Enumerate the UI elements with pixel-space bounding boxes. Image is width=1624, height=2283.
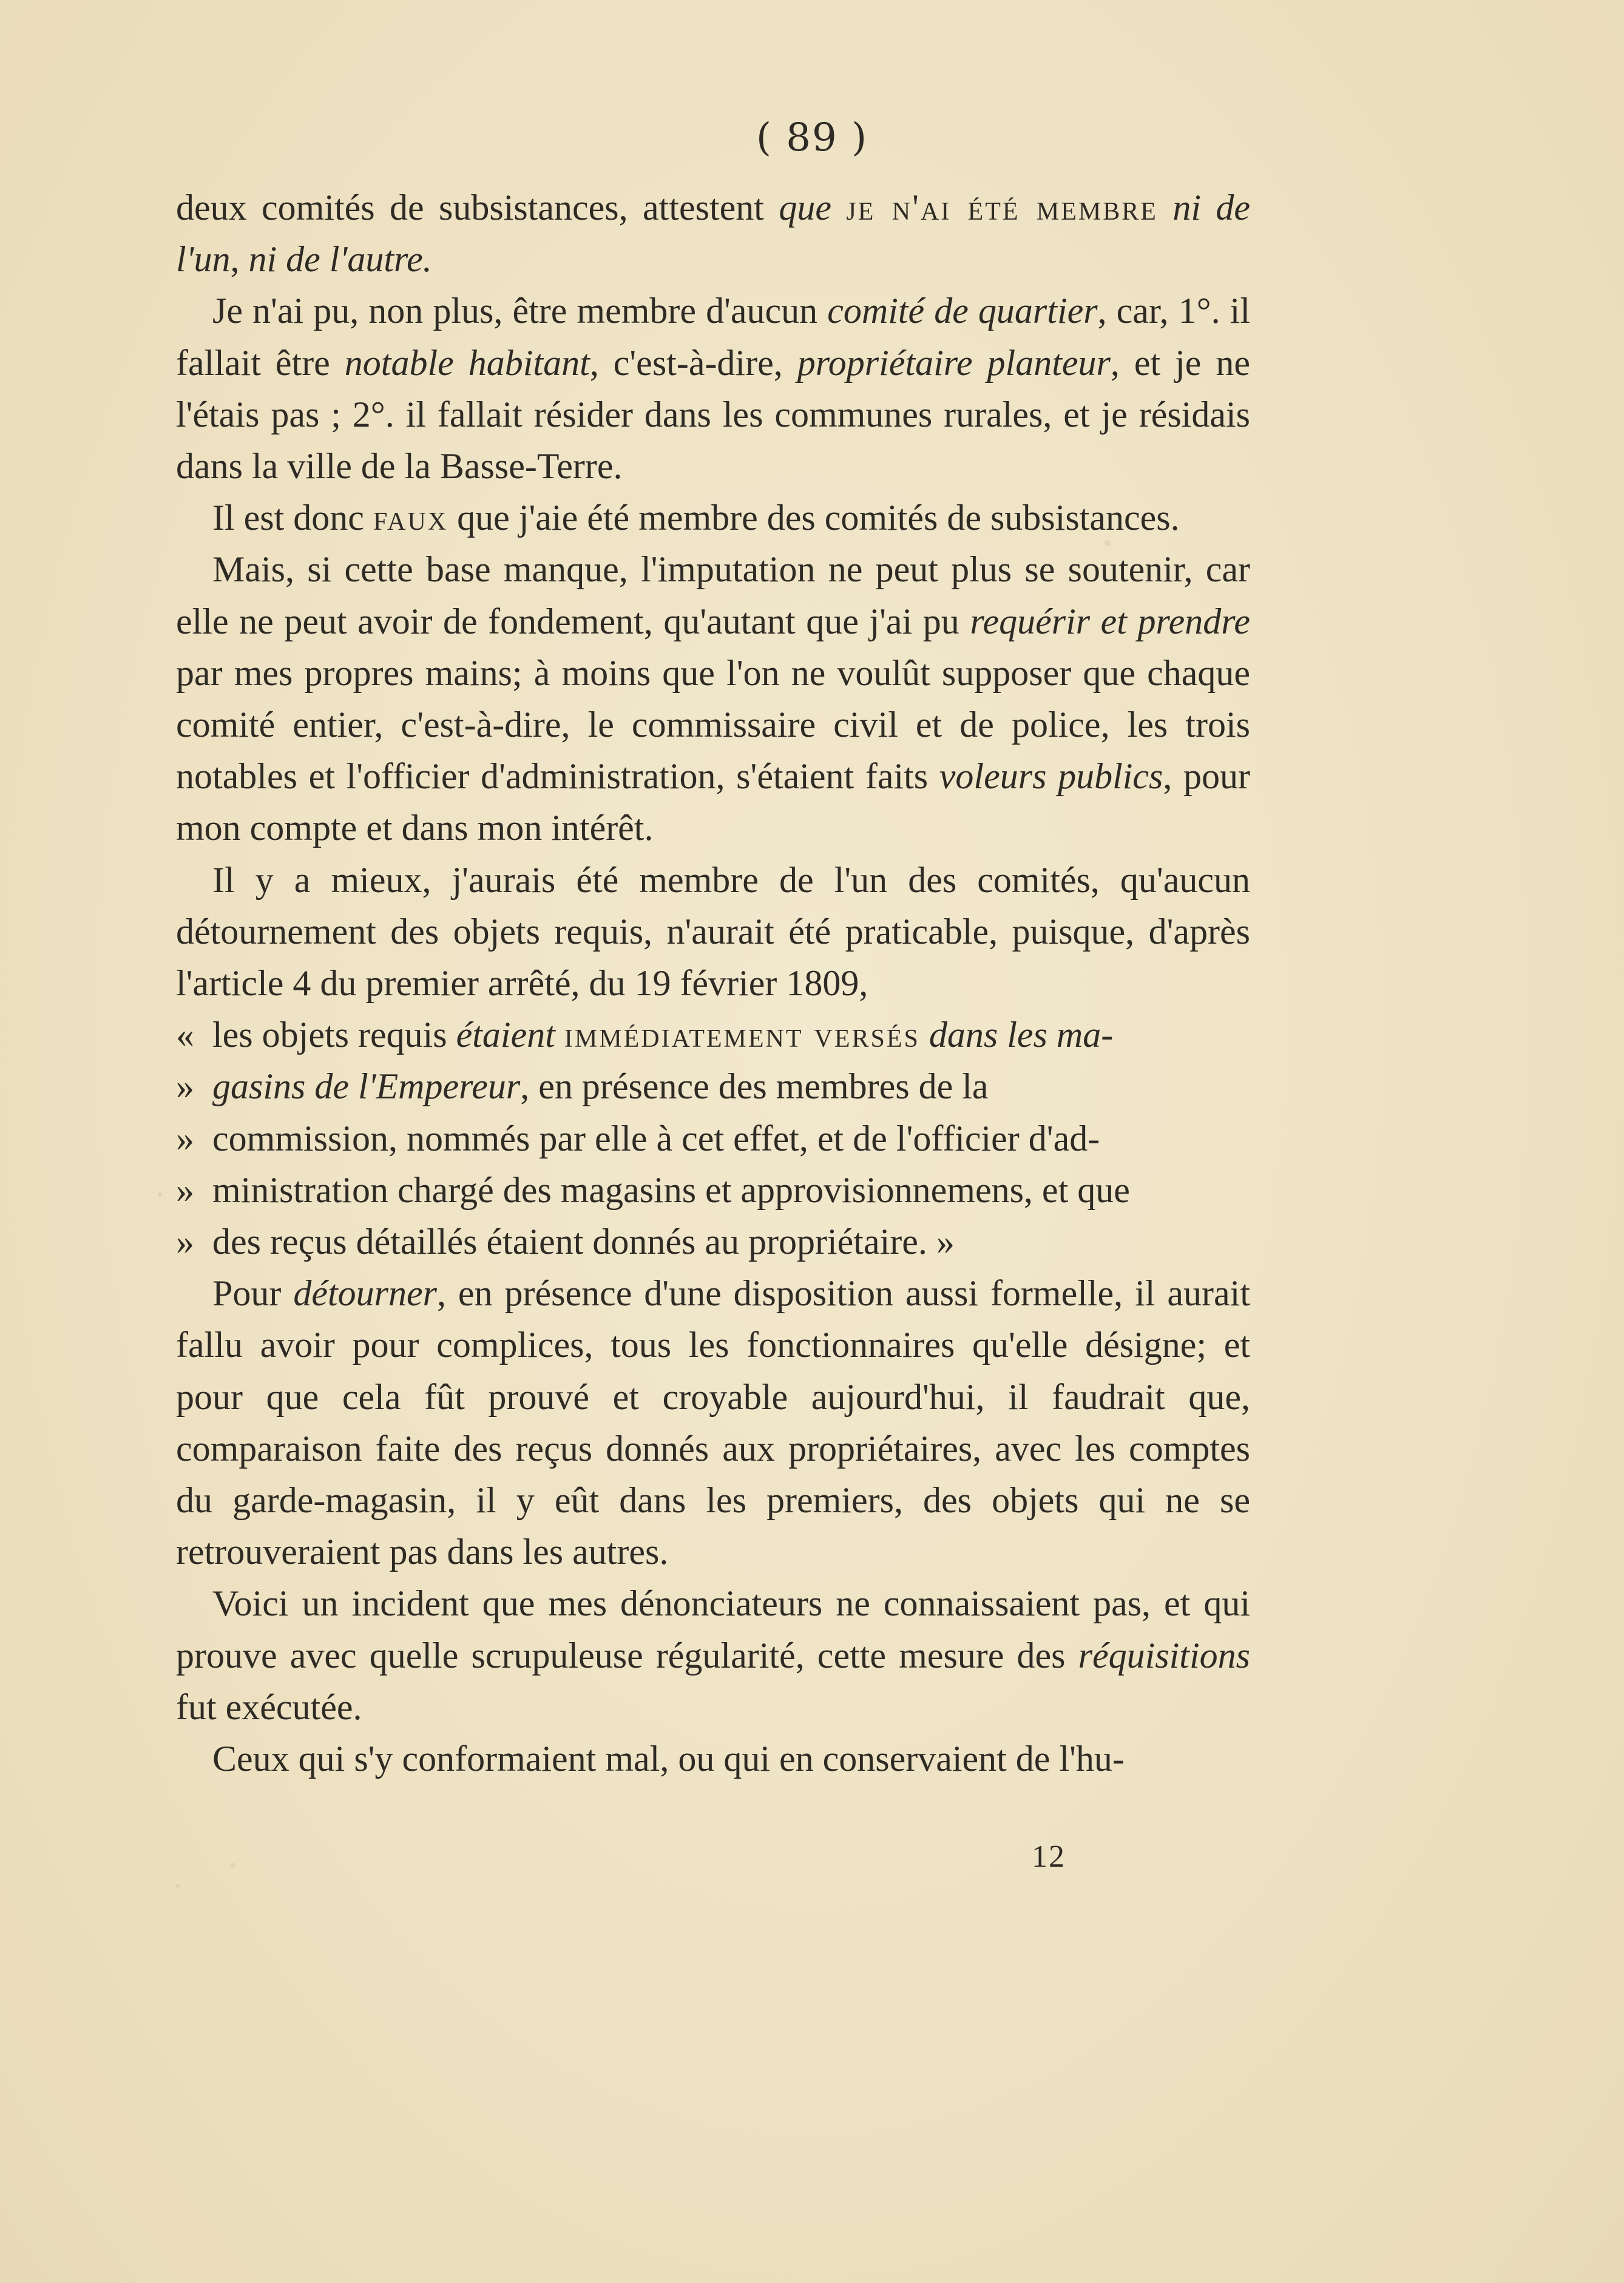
paper-stain	[176, 1884, 180, 1888]
quote-mark: »	[176, 1118, 194, 1158]
italic-text: requérir et prendre	[970, 601, 1251, 641]
paragraph	[176, 285, 1250, 492]
text-run: ministration chargé des magasins et approvisionnemens, et que	[212, 1169, 1130, 1210]
quote-line	[176, 1061, 1250, 1112]
text-run	[555, 1015, 564, 1055]
text-run	[920, 1015, 929, 1055]
block-quote	[176, 1009, 1250, 1268]
text-run: , en présence d'une disposition aussi formelle, il aurait fallu avoir pour complices, tous les fonctionnaires qu'elle désigne; et pour que cela fût prouvé et croyable aujourd'hui, il faudrait que, comparaison faite des reçus donnés aux propriétaires, avec les comptes du garde-magasin, il y eût dans les premiers, des objets qui ne se retrouveraient pas dans les autres.	[176, 1273, 1250, 1572]
paragraph	[176, 1268, 1250, 1578]
italic-text: réquisitions	[1078, 1635, 1250, 1676]
italic-text: notable habitant	[344, 342, 590, 383]
paragraph	[176, 182, 1250, 285]
italic-text: ni de l'autre.	[248, 239, 432, 280]
text-run: fut exécutée.	[176, 1686, 362, 1727]
text-run: Ceux qui s'y conformaient mal, ou qui en conservaient de l'hu-	[212, 1739, 1125, 1779]
text-run: deux comités de subsistances, attestent	[176, 188, 779, 228]
text-run: , et je ne l'étais pas ; 2°. il fallait résider dans les communes rurales, et je résidais dans la ville de la Basse-Terre.	[176, 342, 1251, 487]
paper-stain	[158, 1192, 162, 1197]
text-run: par mes propres mains; à moins que l'on ne voulût supposer que chaque comité entier, c'est-à-dire, le commissaire civil et de police, les trois notables et l'officier d'administration, s'étaient faits	[176, 652, 1250, 797]
quote-mark: »	[176, 1066, 194, 1107]
quote-line	[176, 1165, 1250, 1216]
quote-line	[176, 1216, 1250, 1268]
text-run: , car, 1°. il fallait être	[176, 291, 1250, 383]
small-caps-text: faux	[373, 498, 448, 538]
body-text	[176, 182, 1250, 1785]
text-run: Voici un incident que mes dénonciateurs ne connaissaient pas, et qui prouve avec quelle scrupuleuse régularité, cette mesure des	[176, 1583, 1250, 1676]
italic-text: ni de l'un	[176, 188, 1251, 280]
text-run	[831, 188, 846, 228]
paragraph	[176, 1733, 1250, 1785]
text-run: que j'aie été membre des comités de subsistances.	[448, 498, 1180, 538]
text-run: Pour	[212, 1273, 294, 1314]
italic-text: étaient	[456, 1015, 555, 1055]
paragraph	[176, 854, 1250, 1010]
italic-text: gasins de l'Empereur	[212, 1066, 521, 1107]
italic-text: que	[779, 188, 831, 228]
paragraph	[176, 544, 1250, 854]
text-run: , c'est-à-dire,	[589, 342, 797, 383]
quote-mark: »	[176, 1169, 194, 1210]
text-run: , en présence des membres de la	[520, 1066, 989, 1107]
italic-text: dans les ma-	[929, 1015, 1114, 1055]
small-caps-text: immédiatement versés	[564, 1015, 920, 1055]
italic-text: détourner	[293, 1273, 437, 1314]
quote-mark: «	[176, 1015, 194, 1055]
quote-line	[176, 1009, 1250, 1061]
text-run: , pour mon compte et dans mon intérêt.	[176, 756, 1251, 848]
text-run: Mais, si cette base manque, l'imputation ne peut plus se soutenir, car elle ne peut avoir de fondement, qu'autant que j'ai pu	[176, 549, 1250, 641]
page-number: ( 89 )	[756, 115, 868, 160]
italic-text: voleurs publics	[939, 756, 1163, 797]
text-run: les objets requis	[212, 1015, 456, 1055]
signature-mark: 12	[1032, 1839, 1066, 1874]
text-run: Il est donc	[212, 498, 373, 538]
quote-line	[176, 1113, 1250, 1165]
text-run: Je n'ai pu, non plus, être membre d'aucun	[212, 291, 828, 331]
text-run: des reçus détaillés étaient donnés au propriétaire. »	[212, 1222, 955, 1262]
text-run: Il y a mieux, j'aurais été membre de l'un des comités, qu'aucun détournement des objets requis, n'aurait été praticable, puisque, d'après l'article 4 du premier arrêté, du 19 février 1809,	[176, 859, 1250, 1004]
italic-text: comité de quartier	[827, 291, 1098, 331]
italic-text: propriétaire planteur	[797, 342, 1111, 383]
text-run	[1158, 188, 1172, 228]
text-run: ,	[230, 239, 249, 280]
quote-mark: »	[176, 1222, 194, 1262]
text-run: commission, nommés par elle à cet effet, et de l'officier d'ad-	[212, 1118, 1100, 1158]
paragraph	[176, 1578, 1250, 1733]
paragraph	[176, 492, 1250, 544]
paper-stain	[231, 1863, 235, 1868]
small-caps-text: je n'ai été membre	[846, 188, 1158, 228]
